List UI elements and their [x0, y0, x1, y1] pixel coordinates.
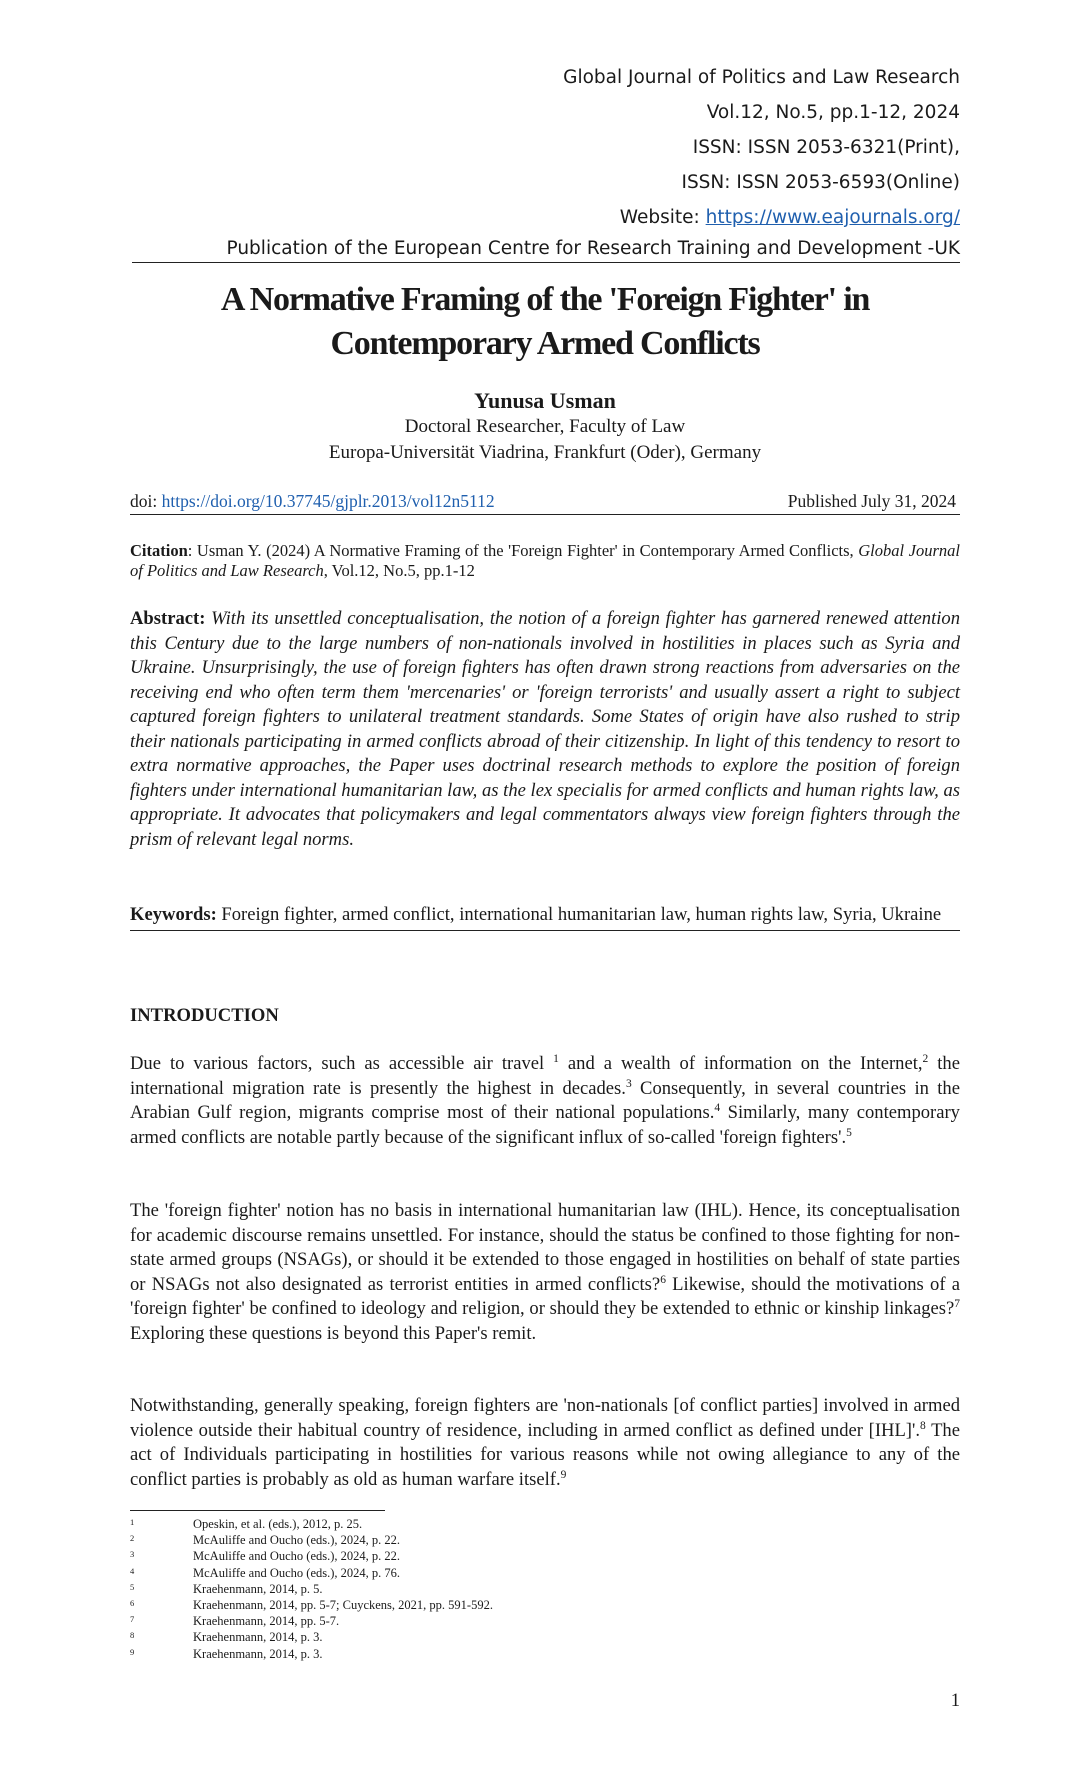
text-run: Similarly, many contemporary armed conflicts are notable partly because of the significant influx of so-called 'foreign fighters'.: [130, 1102, 960, 1148]
footnote-text: McAuliffe and Oucho (eds.), 2024, p. 22.: [193, 1533, 401, 1548]
footnote-item: [130, 1646, 493, 1662]
footnote-item: [130, 1581, 493, 1597]
footnote-ref[interactable]: 2: [922, 1053, 929, 1066]
paragraph-1: [130, 1052, 960, 1150]
footnote-ref[interactable]: 8: [920, 1419, 926, 1432]
text-run: Consequently, in several countries in the Arabian Gulf region, migrants comprise most of their national populations.: [130, 1077, 960, 1123]
footnote-ref[interactable]: 6: [660, 1273, 666, 1286]
issn-online: ISSN: ISSN 2053-6593(Online): [681, 172, 960, 193]
text-run: Due to various factors, such as accessible air travel: [130, 1053, 554, 1074]
footnote-item: [130, 1532, 493, 1548]
footnote-number: 4: [130, 1565, 135, 1576]
text-run: and a wealth of information on the Internet,: [558, 1053, 923, 1074]
footnote-number: 1: [130, 1517, 135, 1527]
published-date: Published July 31, 2024: [787, 491, 956, 511]
page-number: 1: [950, 1690, 960, 1711]
footnote-item: [130, 1548, 493, 1564]
footnote-item: [130, 1597, 493, 1613]
footnote-text: Kraehenmann, 2014, p. 5.: [193, 1581, 323, 1596]
footnote-ref[interactable]: 1: [553, 1053, 559, 1066]
citation-label: Citation: [130, 541, 188, 560]
section-heading: INTRODUCTION: [130, 1005, 279, 1026]
footnote-item: [130, 1565, 493, 1581]
footnote-ref[interactable]: 7: [954, 1298, 960, 1311]
footnote-text: Kraehenmann, 2014, p. 3.: [193, 1630, 323, 1645]
doi-label: doi:: [130, 491, 162, 511]
article-title: [130, 278, 960, 366]
footnote-text: McAuliffe and Oucho (eds.), 2024, p. 76.: [193, 1565, 401, 1580]
paragraph-3: [130, 1394, 960, 1492]
keywords: [130, 903, 960, 931]
doi-link[interactable]: https://doi.org/10.37745/gjplr.2013/vol12n5112: [161, 491, 495, 511]
issn-print: ISSN: ISSN 2053-6321(Print),: [692, 137, 960, 158]
citation-tail: , Vol.12, No.5, pp.1-12: [323, 561, 475, 580]
footnote-number: 7: [130, 1614, 135, 1625]
footnote-divider: [130, 1510, 385, 1511]
footnote-number: 3: [130, 1549, 135, 1560]
title-line-2: Contemporary Armed Conflicts: [330, 325, 760, 362]
footnote-item: [130, 1516, 493, 1532]
affiliation-line-1: Doctoral Researcher, Faculty of Law: [404, 416, 686, 437]
author-name: Yunusa Usman: [474, 388, 616, 413]
journal-name: Global Journal of Politics and Law Research: [563, 67, 960, 88]
text-run: Exploring these questions is beyond this Paper's remit.: [130, 1322, 537, 1344]
footnote-ref[interactable]: 9: [560, 1468, 567, 1481]
footnote-text: Opeskin, et al. (eds.), 2012, p. 25.: [193, 1517, 363, 1531]
citation-block: [130, 541, 960, 581]
doi-line: [130, 490, 960, 515]
citation-journal: Global Journal of Politics and Law Research: [130, 541, 960, 580]
text-run: Notwithstanding, generally speaking, foreign fighters are 'non-nationals [of conflict parties] involved in armed violence outside their habitual country of residence, including in armed conflict as defined under [IHL]'.: [130, 1395, 960, 1441]
footnote-ref[interactable]: 5: [846, 1126, 852, 1139]
footnote-item: [130, 1613, 493, 1629]
abstract-label: Abstract:: [130, 608, 206, 629]
footnote-item: [130, 1629, 493, 1645]
keywords-text: Foreign fighter, armed conflict, international humanitarian law, human rights law, Syria, Ukraine: [216, 904, 942, 925]
footnote-number: 8: [130, 1630, 135, 1641]
footnote-number: 5: [130, 1581, 135, 1592]
text-run: The act of Individuals participating in hostilities for various reasons while not owing allegiance to any of the conflict parties is probably as old as human warfare itself.: [130, 1419, 960, 1490]
author-affiliation: [130, 414, 960, 466]
website-label: Website:: [619, 207, 706, 228]
website-line: [563, 200, 960, 235]
footnote-text: McAuliffe and Oucho (eds.), 2024, p. 22.: [193, 1549, 401, 1564]
abstract: [130, 607, 960, 852]
footnote-number: 2: [130, 1533, 135, 1544]
footnote-ref[interactable]: 3: [625, 1077, 632, 1090]
text-run: the international migration rate is presently the highest in decades.: [130, 1053, 960, 1099]
website-link[interactable]: https://www.eajournals.org/: [705, 207, 960, 228]
text-run: The 'foreign fighter' notion has no basis in international humanitarian law (IHL). Hence, its conceptualisation for academic discourse remains unsettled. For instance, should the status be confined to those fighting for non-state armed groups (NSAGs), or should it be extended to those engaged in hostilities on behalf of state parties or NSAGs not also designated as terrorist entities in armed conflicts?: [130, 1200, 960, 1295]
footnote-number: 6: [130, 1598, 135, 1609]
footnote-text: Kraehenmann, 2014, pp. 5-7; Cuyckens, 2021, pp. 591-592.: [193, 1598, 493, 1613]
footnotes: [130, 1516, 493, 1662]
journal-volume: Vol.12, No.5, pp.1-12, 2024: [706, 102, 960, 123]
text-run: Likewise, should the motivations of a 'foreign fighter' be confined to ideology and religion, or should they be extended to ethnic or kinship linkages?: [130, 1273, 961, 1319]
footnote-text: Kraehenmann, 2014, pp. 5-7.: [193, 1614, 340, 1629]
publisher-line: Publication of the European Centre for Research Training and Development -UK: [132, 236, 960, 263]
footnote-number: 9: [130, 1646, 135, 1657]
affiliation-line-2: Europa-Universität Viadrina, Frankfurt (Oder), Germany: [328, 442, 762, 463]
citation-text: : Usman Y. (2024) A Normative Framing of the 'Foreign Fighter' in Contemporary Armed Conflicts,: [187, 541, 859, 560]
footnote-ref[interactable]: 4: [714, 1102, 721, 1115]
paragraph-2: [130, 1199, 960, 1346]
footnote-text: Kraehenmann, 2014, p. 3.: [193, 1646, 323, 1661]
abstract-text: With its unsettled conceptualisation, the notion of a foreign fighter has garnered renewed attention this Century due to the large numbers of non-nationals involved in hostilities in places such as Syria and Ukraine. Unsurprisingly, the use of foreign fighters has often drawn strong reactions from adversaries on the receiving end who often term them 'mercenaries' or 'foreign terrorists' and usually assert a right to subject captured foreign fighters to unilateral treatment standards. Some States of origin have also rushed to strip their nationals participating in armed conflicts abroad of their citizenship. In light of this tendency to resort to extra normative approaches, the Paper uses doctrinal research methods to explore the position of foreign fighters under international humanitarian law, as the lex specialis for armed conflicts and human rights law, as appropriate. It advocates that policymakers and legal commentators always view foreign fighters through the prism of relevant legal norms.: [130, 608, 960, 850]
title-line-1: A Normative Framing of the 'Foreign Fighter' in: [220, 281, 870, 318]
keywords-label: Keywords:: [130, 904, 217, 925]
journal-masthead: [563, 60, 960, 235]
